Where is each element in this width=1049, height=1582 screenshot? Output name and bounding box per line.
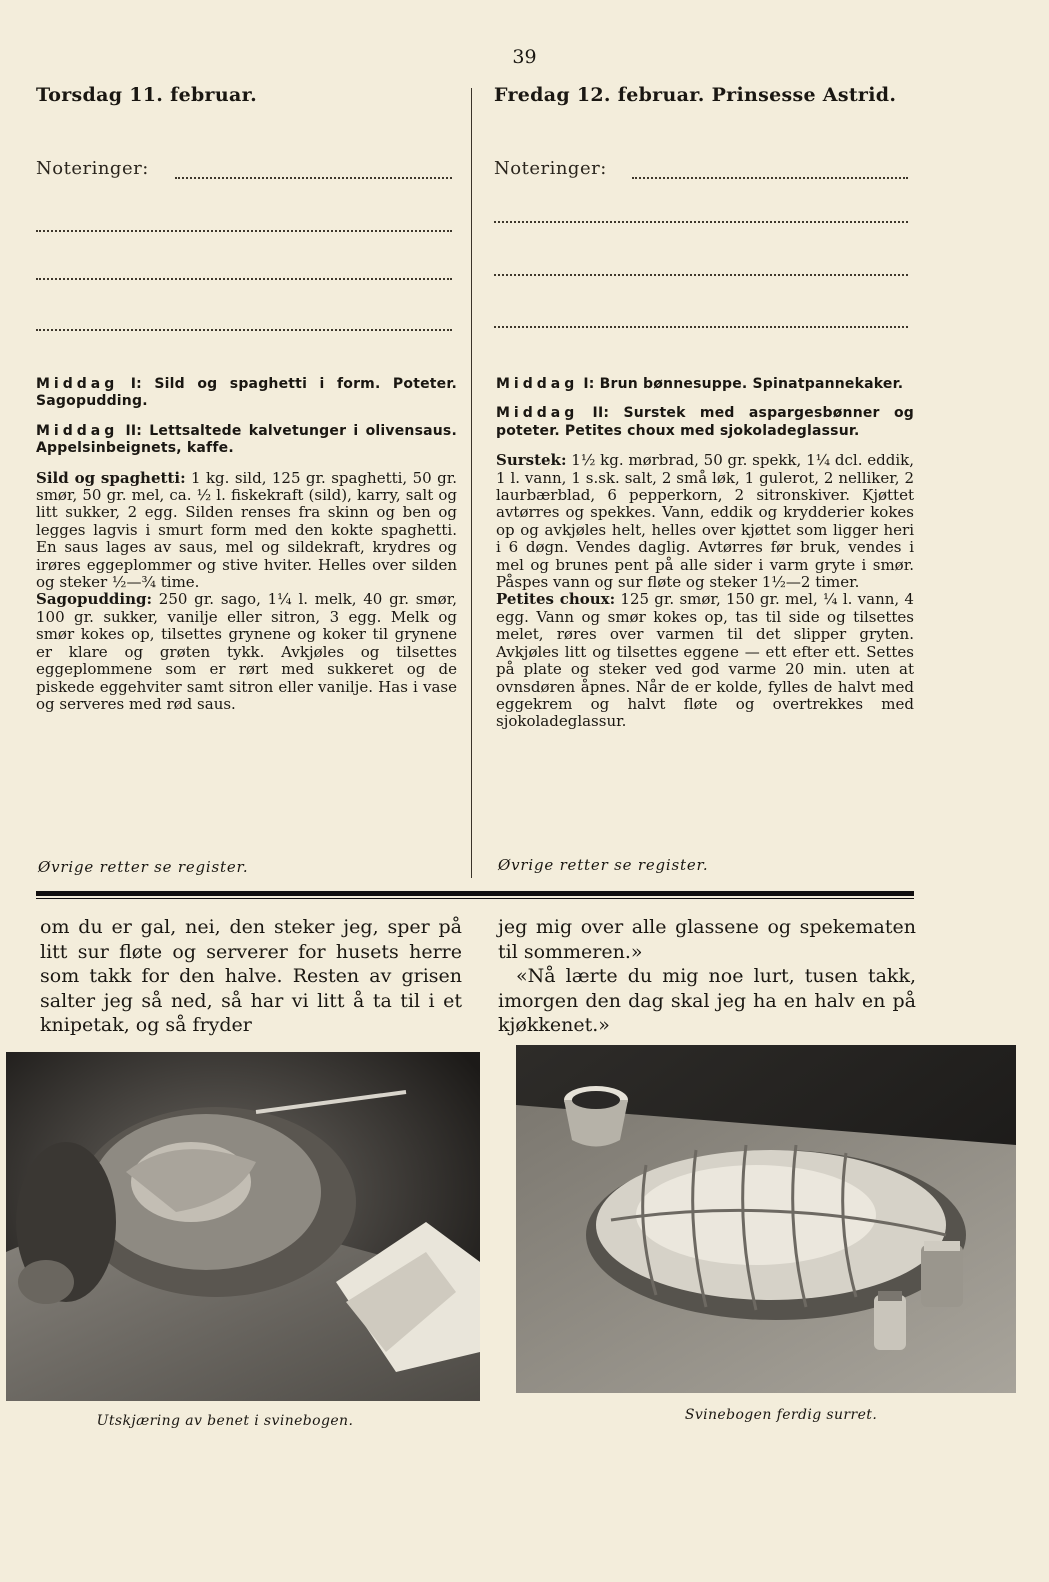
right-register-note: Øvrige retter se register. [498,856,709,874]
right-recipe-petites-choux: Petites choux: 125 gr. smør, 150 gr. mel, ¼ l. vann, 4 egg. Vann og smør kokes op, tas til side og tilsettes melet, røres over varmen til det slipper gryten. Avkjøles litt og tilsettes eggene — ett efter ett. Settes på plate og steker ved god varme 20 min. uten at ovnsdøren åpnes. Når de er kolde, fylles de halvt med eggekrem og halvt fløte og overtrekkes med sjokoladeglassur. [496,590,914,731]
page-number: 39 [512,46,537,68]
photo-tied-pork-shoulder [516,1045,1016,1393]
section-rule-thin [36,898,914,899]
story-left-column [40,915,462,1038]
left-notes-line-4 [36,329,452,331]
right-notes-label: Noteringer: [494,158,607,179]
column-divider [471,88,472,878]
right-photo-caption: Svinebogen ferdig surret. [684,1407,878,1423]
story-right-text-2: «Nå lærte du mig noe lurt, tusen takk, imorgen den dag skal jeg ha en halv en på kjøkkenet.» [498,965,916,1036]
photo-pork-shoulder-deboning [6,1052,480,1401]
left-notes-line-1 [175,177,452,179]
right-menu-2: Middag II: Surstek med aspargesbønner og poteter. Petites choux med sjokoladeglassur. [496,405,914,439]
right-day-heading: Fredag 12. februar. Prinsesse Astrid. [494,84,897,106]
left-notes-label: Noteringer: [36,158,149,179]
story-left-text: om du er gal, nei, den steker jeg, sper på litt sur fløte og serverer for husets herre som takk for den halve. Resten av grisen salter jeg så ned, så har vi litt å ta til i et knipetak, og så fryder [40,916,462,1036]
right-recipes [496,376,914,731]
left-notes-line-3 [36,278,452,280]
left-recipes [36,376,457,713]
right-menu-1: Middag I: Brun bønnesuppe. Spinatpannekaker. [496,376,904,392]
left-notes-line-2 [36,230,452,232]
right-notes-line-4 [494,326,908,328]
right-recipe-surstek: Surstek: 1½ kg. mørbrad, 50 gr. spekk, 1¼ dcl. eddik, 1 l. vann, 1 s.sk. salt, 2 små løk, 1 gulerot, 2 nelliker, 2 laurbærblad, 6 pepperkorn, 2 sitronskiver. Kjøttet avtørres og spekkes. Vann, eddik og krydderier kokes op og avkjøles helt, helles over kjøttet som ligger heri i 6 døgn. Vendes daglig. Avtørres før bruk, vendes i mel og brunes pent på alle sider i varm gryte i smør. Påspes vann og sur fløte og steker 1½—2 timer. [496,451,914,592]
right-notes-line-2 [494,221,908,223]
left-recipe-sild: Sild og spaghetti: 1 kg. sild, 125 gr. spaghetti, 50 gr. smør, 50 gr. mel, ca. ½ l. fiskekraft (sild), karry, salt og litt sukker, 2 egg. Silden renses fra skinn og ben og legges lagvis i smurt form med den kokte spaghetti. En saus lages av saus, mel og sildekraft, krydres og irøres eggeplommer og stive hviter. Helles over silden og steker ½—¾ time. [36,468,457,592]
right-notes-line-3 [494,274,908,276]
left-register-note: Øvrige retter se register. [38,858,249,876]
left-photo-caption: Utskjæring av benet i svinebogen. [96,1413,354,1429]
tied-roast-illustration [516,1045,1016,1393]
right-notes-line-1 [632,177,908,179]
pork-shoulder-illustration [6,1052,480,1401]
story-right-column [498,915,916,1038]
story-right-text-1: jeg mig over alle glassene og spekematen til sommeren.» [498,916,916,963]
left-menu-1: Middag I: Sild og spaghetti i form. Poteter. Sagopudding. [36,376,458,410]
left-recipe-sagopudding: Sagopudding: 250 gr. sago, 1¼ l. melk, 40 gr. smør, 100 gr. sukker, vanilje eller sitron, 3 egg. Melk og smør kokes op, tilsettes grynene og koker til grynene er klare og grøten tykk. Avkjøles og tilsettes eggeplommene som er rørt med sukkeret og de piskede eggehviter samt sitron eller vanilje. Has i vase og serveres med rød saus. [36,590,457,713]
section-rule [36,891,914,896]
left-menu-2: Middag II: Lettsaltede kalvetunger i olivensaus. Appelsinbeignets, kaffe. [36,422,457,457]
left-day-heading: Torsdag 11. februar. [36,84,258,106]
